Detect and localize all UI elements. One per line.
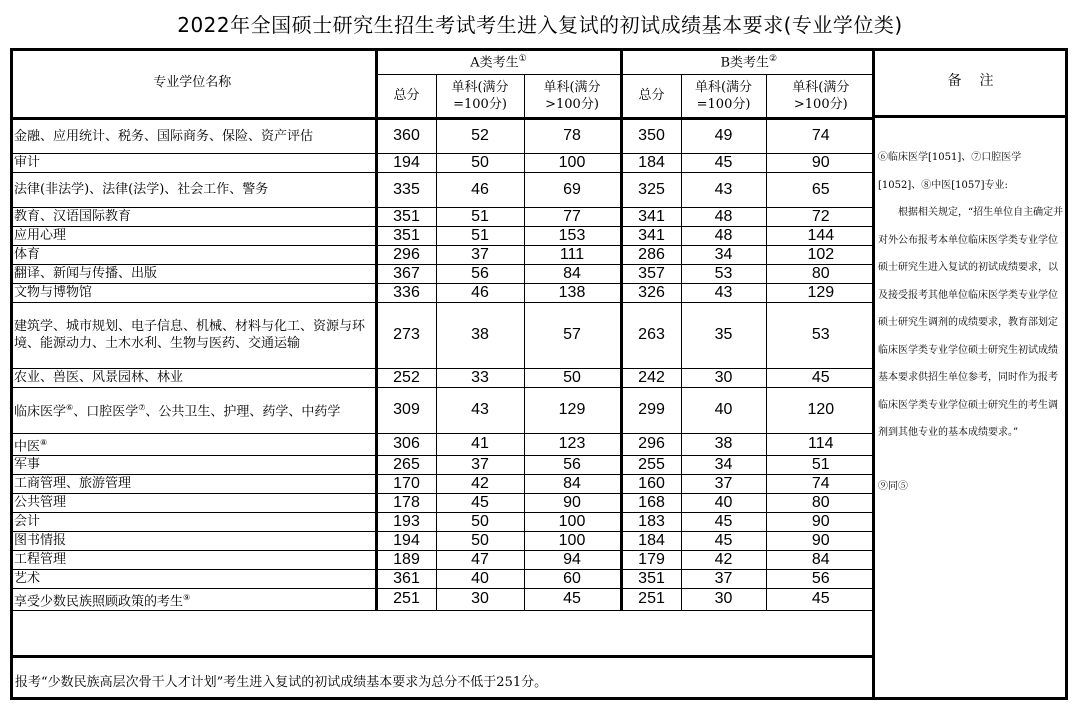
b-total-cell: 184 xyxy=(621,153,681,172)
a-single-100-cell: 42 xyxy=(436,474,524,493)
b-single-100-cell: 38 xyxy=(681,433,766,455)
b-total-cell: 168 xyxy=(621,493,681,512)
b-single-gt100-cell: 84 xyxy=(766,550,875,569)
b-total-cell: 242 xyxy=(621,368,681,387)
b-single-100-cell: 40 xyxy=(681,387,766,433)
b-total-cell: 341 xyxy=(621,226,681,245)
header-a-single-100: 单科(满分 =100分) xyxy=(436,74,524,118)
a-single-100-cell: 38 xyxy=(436,302,524,368)
degree-name-cell: 文物与博物馆 xyxy=(10,283,376,302)
header-b-single-gt100: 单科(满分 >100分) xyxy=(766,74,875,118)
header-a-single-gt100: 单科(满分 >100分) xyxy=(524,74,621,118)
a-total-cell: 189 xyxy=(376,550,436,569)
a-single-gt100-cell: 77 xyxy=(524,207,621,226)
a-single-gt100-cell: 129 xyxy=(524,387,621,433)
b-single-100-cell: 30 xyxy=(681,368,766,387)
a-total-cell: 351 xyxy=(376,207,436,226)
page-title: 2022年全国硕士研究生招生考试考生进入复试的初试成绩基本要求(专业学位类) xyxy=(177,13,903,37)
a-single-gt100-cell: 100 xyxy=(524,531,621,550)
b-single-gt100-cell: 53 xyxy=(766,302,875,368)
a-single-100-cell: 47 xyxy=(436,550,524,569)
header-group-a: A类考生① xyxy=(376,48,621,74)
b-total-cell: 183 xyxy=(621,512,681,531)
b-single-100-cell: 45 xyxy=(681,531,766,550)
a-single-gt100-cell: 84 xyxy=(524,474,621,493)
b-total-cell: 263 xyxy=(621,302,681,368)
a-single-gt100-cell: 111 xyxy=(524,245,621,264)
a-single-gt100-cell: 50 xyxy=(524,368,621,387)
a-total-cell: 193 xyxy=(376,512,436,531)
header-b-single-100: 单科(满分 =100分) xyxy=(681,74,766,118)
a-total-cell: 361 xyxy=(376,569,436,588)
degree-name-cell: 体育 xyxy=(10,245,376,264)
degree-name-cell: 农业、兽医、风景园林、林业 xyxy=(10,368,376,387)
b-single-100-cell: 45 xyxy=(681,512,766,531)
b-single-100-cell: 35 xyxy=(681,302,766,368)
a-total-cell: 273 xyxy=(376,302,436,368)
b-single-gt100-cell: 90 xyxy=(766,153,875,172)
b-single-gt100-cell: 56 xyxy=(766,569,875,588)
b-single-gt100-cell: 120 xyxy=(766,387,875,433)
degree-name-cell: 临床医学⑥、口腔医学⑦、公共卫生、护理、药学、中药学 xyxy=(10,387,376,433)
a-single-100-cell: 46 xyxy=(436,283,524,302)
a-single-gt100-cell: 84 xyxy=(524,264,621,283)
degree-name-cell: 应用心理 xyxy=(10,226,376,245)
a-total-cell: 170 xyxy=(376,474,436,493)
a-single-100-cell: 37 xyxy=(436,245,524,264)
degree-name-cell: 法律(非法学)、法律(法学)、社会工作、警务 xyxy=(10,172,376,207)
b-single-100-cell: 48 xyxy=(681,207,766,226)
a-single-gt100-cell: 60 xyxy=(524,569,621,588)
a-single-gt100-cell: 69 xyxy=(524,172,621,207)
a-single-gt100-cell: 100 xyxy=(524,512,621,531)
a-single-100-cell: 40 xyxy=(436,569,524,588)
b-single-100-cell: 37 xyxy=(681,474,766,493)
a-total-cell: 296 xyxy=(376,245,436,264)
degree-name-cell: 金融、应用统计、税务、国际商务、保险、资产评估 xyxy=(10,118,376,153)
a-single-gt100-cell: 45 xyxy=(524,588,621,610)
b-total-cell: 299 xyxy=(621,387,681,433)
b-total-cell: 255 xyxy=(621,455,681,474)
degree-name-cell: 享受少数民族照顾政策的考生⑨ xyxy=(10,588,376,610)
a-single-100-cell: 30 xyxy=(436,588,524,610)
footer-note: 报考“少数民族高层次骨干人才计划”考生进入复试的初试成绩基本要求为总分不低于251分。 xyxy=(10,655,872,700)
b-single-100-cell: 53 xyxy=(681,264,766,283)
remark-clinical-rule: 根据相关规定，“招生单位自主确定并对外公布报考本单位临床医学类专业学位硕士研究生进入复试的初试成绩要求，以及接受报考其他单位临床医学类专业学位硕士研究生调剂的成绩要求，教育部划定临床医学类专业学位硕士研究生初试成绩基本要求供招生单位参考，同时作为报考临床医学类专业学位硕士研究生的考生调剂到其他专业的基本成绩要求。” xyxy=(878,207,1064,438)
a-single-gt100-cell: 123 xyxy=(524,433,621,455)
b-total-cell: 326 xyxy=(621,283,681,302)
degree-name-cell: 审计 xyxy=(10,153,376,172)
b-single-100-cell: 49 xyxy=(681,118,766,153)
degree-name-cell: 工程管理 xyxy=(10,550,376,569)
b-single-gt100-cell: 45 xyxy=(766,368,875,387)
b-single-gt100-cell: 51 xyxy=(766,455,875,474)
b-single-gt100-cell: 45 xyxy=(766,588,875,610)
a-total-cell: 335 xyxy=(376,172,436,207)
degree-name-cell: 艺术 xyxy=(10,569,376,588)
degree-name-cell: 翻译、新闻与传播、出版 xyxy=(10,264,376,283)
header-group-b: B类考生② xyxy=(621,48,875,74)
b-single-gt100-cell: 102 xyxy=(766,245,875,264)
a-single-100-cell: 51 xyxy=(436,226,524,245)
degree-name-cell: 建筑学、城市规划、电子信息、机械、材料与化工、资源与环境、能源动力、土木水利、生物与医药、交通运输 xyxy=(10,302,376,368)
b-single-100-cell: 48 xyxy=(681,226,766,245)
a-total-cell: 252 xyxy=(376,368,436,387)
degree-name-cell: 工商管理、旅游管理 xyxy=(10,474,376,493)
a-total-cell: 251 xyxy=(376,588,436,610)
a-single-100-cell: 33 xyxy=(436,368,524,387)
b-total-cell: 357 xyxy=(621,264,681,283)
b-single-100-cell: 43 xyxy=(681,172,766,207)
header-degree-name: 专业学位名称 xyxy=(10,48,376,118)
b-total-cell: 184 xyxy=(621,531,681,550)
b-single-gt100-cell: 114 xyxy=(766,433,875,455)
a-total-cell: 194 xyxy=(376,531,436,550)
b-single-100-cell: 34 xyxy=(681,455,766,474)
b-total-cell: 251 xyxy=(621,588,681,610)
remarks-header: 备 注 xyxy=(872,48,1068,118)
a-single-gt100-cell: 153 xyxy=(524,226,621,245)
b-total-cell: 341 xyxy=(621,207,681,226)
a-single-gt100-cell: 56 xyxy=(524,455,621,474)
b-single-gt100-cell: 74 xyxy=(766,474,875,493)
a-single-100-cell: 56 xyxy=(436,264,524,283)
a-total-cell: 351 xyxy=(376,226,436,245)
a-single-gt100-cell: 57 xyxy=(524,302,621,368)
b-single-gt100-cell: 74 xyxy=(766,118,875,153)
b-single-100-cell: 37 xyxy=(681,569,766,588)
degree-name-cell: 图书情报 xyxy=(10,531,376,550)
a-single-100-cell: 50 xyxy=(436,153,524,172)
degree-name-cell: 军事 xyxy=(10,455,376,474)
b-single-gt100-cell: 80 xyxy=(766,493,875,512)
b-single-100-cell: 34 xyxy=(681,245,766,264)
a-single-100-cell: 41 xyxy=(436,433,524,455)
degree-name-cell: 会计 xyxy=(10,512,376,531)
b-single-gt100-cell: 80 xyxy=(766,264,875,283)
a-single-gt100-cell: 100 xyxy=(524,153,621,172)
a-total-cell: 265 xyxy=(376,455,436,474)
a-single-100-cell: 50 xyxy=(436,531,524,550)
b-single-100-cell: 40 xyxy=(681,493,766,512)
a-single-100-cell: 37 xyxy=(436,455,524,474)
a-single-gt100-cell: 138 xyxy=(524,283,621,302)
header-b-total: 总分 xyxy=(621,74,681,118)
a-total-cell: 194 xyxy=(376,153,436,172)
b-total-cell: 351 xyxy=(621,569,681,588)
a-total-cell: 360 xyxy=(376,118,436,153)
b-single-gt100-cell: 65 xyxy=(766,172,875,207)
degree-name-cell: 中医⑧ xyxy=(10,433,376,455)
degree-name-cell: 公共管理 xyxy=(10,493,376,512)
a-single-gt100-cell: 90 xyxy=(524,493,621,512)
a-total-cell: 178 xyxy=(376,493,436,512)
b-single-100-cell: 43 xyxy=(681,283,766,302)
b-single-100-cell: 45 xyxy=(681,153,766,172)
b-single-gt100-cell: 72 xyxy=(766,207,875,226)
a-total-cell: 306 xyxy=(376,433,436,455)
b-single-gt100-cell: 90 xyxy=(766,512,875,531)
a-total-cell: 336 xyxy=(376,283,436,302)
b-total-cell: 286 xyxy=(621,245,681,264)
b-total-cell: 179 xyxy=(621,550,681,569)
a-single-100-cell: 46 xyxy=(436,172,524,207)
table-frame xyxy=(10,48,1068,700)
b-total-cell: 160 xyxy=(621,474,681,493)
remark-clinical-scope: ⑥临床医学[1051]、⑦口腔医学[1052]、⑧中医[1057]专业: xyxy=(878,152,1022,191)
a-total-cell: 367 xyxy=(376,264,436,283)
a-single-100-cell: 51 xyxy=(436,207,524,226)
b-total-cell: 350 xyxy=(621,118,681,153)
b-single-100-cell: 30 xyxy=(681,588,766,610)
b-single-gt100-cell: 129 xyxy=(766,283,875,302)
a-single-gt100-cell: 78 xyxy=(524,118,621,153)
a-total-cell: 309 xyxy=(376,387,436,433)
header-a-total: 总分 xyxy=(376,74,436,118)
a-single-gt100-cell: 94 xyxy=(524,550,621,569)
b-total-cell: 296 xyxy=(621,433,681,455)
a-single-100-cell: 43 xyxy=(436,387,524,433)
remark-minority-ref: ⑨同⑤ xyxy=(878,480,908,492)
b-single-gt100-cell: 90 xyxy=(766,531,875,550)
a-single-100-cell: 45 xyxy=(436,493,524,512)
a-single-100-cell: 50 xyxy=(436,512,524,531)
b-total-cell: 325 xyxy=(621,172,681,207)
degree-name-cell: 教育、汉语国际教育 xyxy=(10,207,376,226)
b-single-gt100-cell: 144 xyxy=(766,226,875,245)
a-single-100-cell: 52 xyxy=(436,118,524,153)
b-single-100-cell: 42 xyxy=(681,550,766,569)
